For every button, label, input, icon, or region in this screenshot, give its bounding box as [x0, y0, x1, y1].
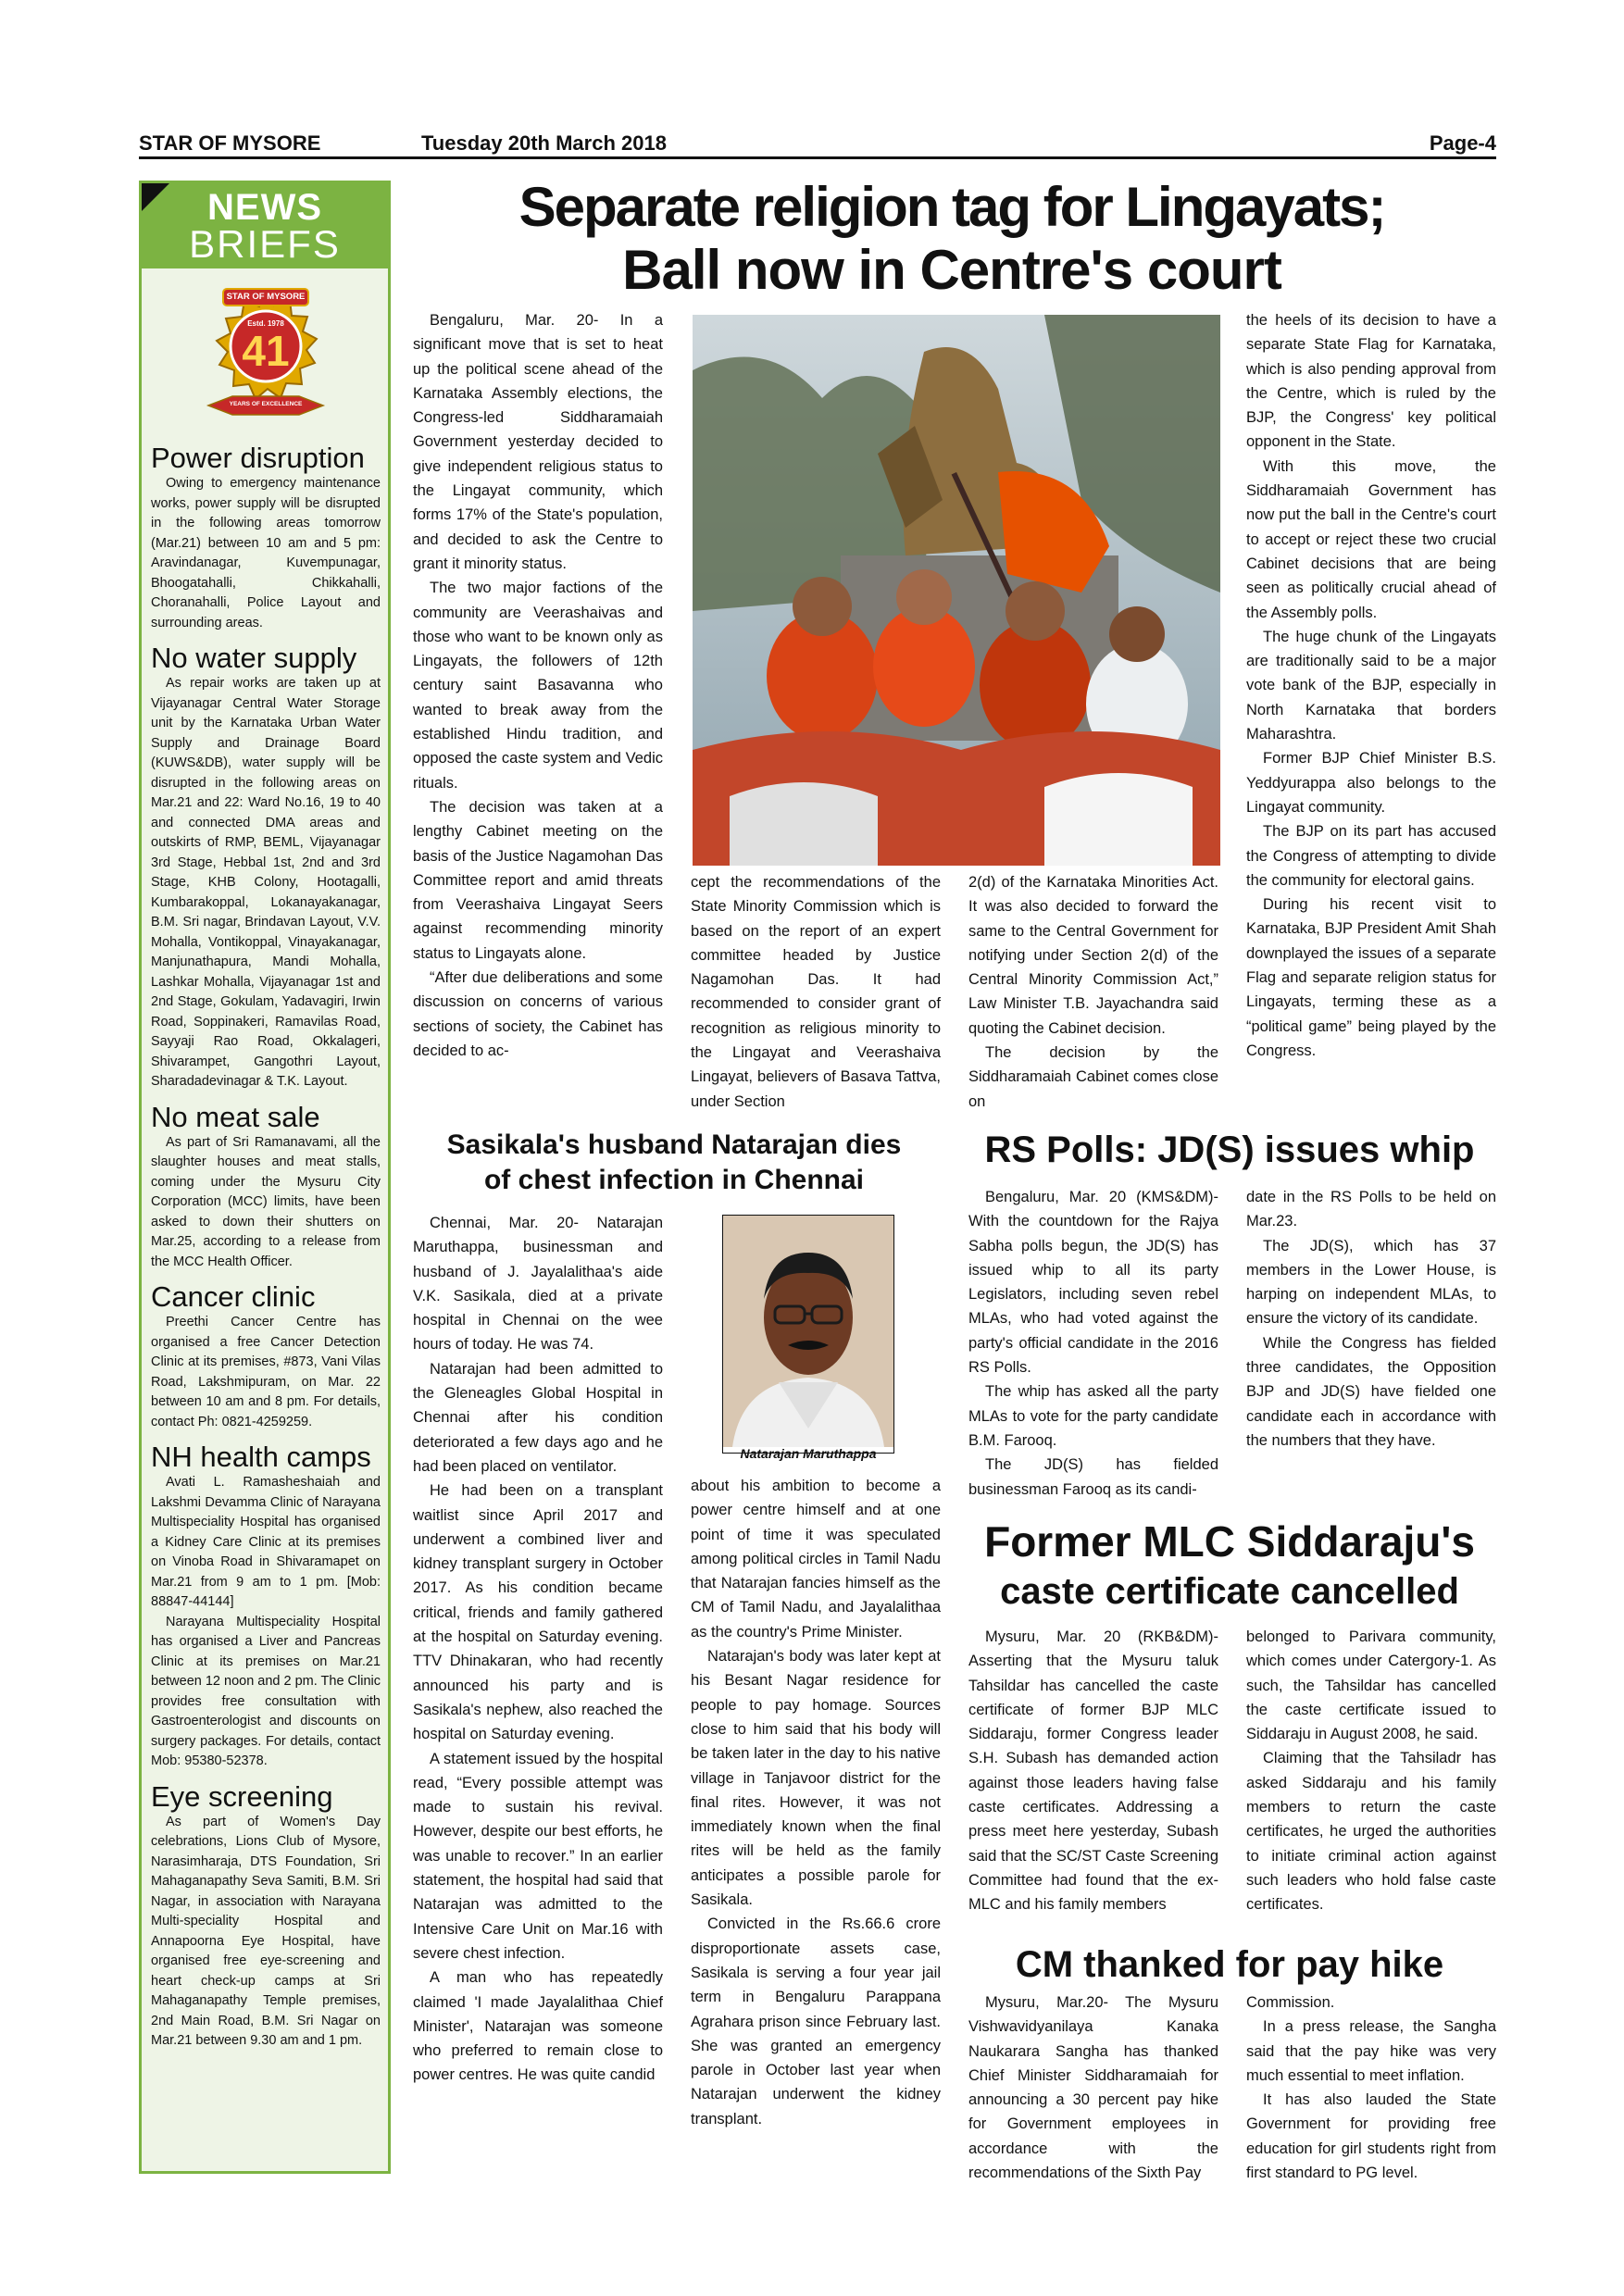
siddaraju-headline [963, 1516, 1496, 1616]
paragraph: Chennai, Mar. 20- Natarajan Maruthappa, businessman and husband of J. Jayalalithaa's aide V.K. Sasikala, died at a private hospital in Chennai on the wee hours of today. He was 74. [413, 1215, 663, 1354]
paragraph: Bengaluru, Mar. 20 (KMS&DM)- With the countdown for the Rajya Sabha polls begun, the JD(S) has issued whip to all its party Legislators, including seven rebel MLAs, who had voted against the party's official candidate in the 2016 RS Polls. [968, 1189, 1218, 1377]
paragraph: In a press release, the Sangha said that the pay hike was very much essential to meet inflation. [1246, 2018, 1496, 2084]
payhike-headline: CM thanked for pay hike [1015, 1944, 1444, 1985]
paragraph: While the Congress has fielded three candidates, the Opposition BJP and JD(S) have fielded one candidate each in accordance with the numbers that they have. [1246, 1334, 1496, 1449]
sasikala-headline-line2: of chest infection in Chennai [483, 1165, 865, 1195]
brief-title: No meat sale [151, 1100, 320, 1133]
main-headline-line2: Ball now in Centre's court [622, 239, 1281, 301]
paragraph: the heels of its decision to have a separate State Flag for Karnataka, which is also pending approval from the Centre, which is ruled by the BJP, the Congress' key political opponent in the State. [1246, 312, 1496, 451]
natarajan-portrait [723, 1216, 893, 1447]
brief-title: Eye screening [151, 1779, 333, 1813]
sasikala-headline-line1: Sasikala's husband Natarajan dies [446, 1129, 902, 1160]
brief-body: Owing to emergency maintenance works, power supply will be disrupted in the following areas tomorrow (Mar.21) between 10 am and 5 pm: Aravindanagar, Kuvempunagar, Bhoogatahalli, Chikkahalli, Choranahalli, Police Layout and surrounding areas. [151, 476, 381, 630]
payhike-col2 [1246, 1990, 1496, 2185]
brief-body: Preethi Cancer Centre has organised a free Cancer Detection Clinic at its premises, #873, Vani Vilas Road, Lakshmipuram, on Mar. 22 between 10 am and 8 pm. For details, contact Ph: 0821-4259259. [151, 1315, 381, 1429]
paragraph: The two major factions of the community are Veerashaivas and those who want to be known only as Lingayats, the followers of 12th century saint Basavanna who wanted to break away from the established Hindu tradition, and opposed the caste system and Vedic rituals. [413, 580, 663, 792]
paragraph: Claiming that the Tahsiladr has asked Siddaraju and his family members to return the caste certificates, he urged the authorities to initiate criminal action against such leaders who hold false caste certificates. [1246, 1750, 1496, 1914]
brief-body: As part of Women's Day celebrations, Lions Club of Mysore, Narasimharaja, DTS Foundation, Sri Mahaganapathy Seva Samiti, B.M. Sri Nagar, in association with Narayana Multi-speciality Hospital and Annapoorna Eye Hospital, have organised free eye-screening and heart check-up camps at Sri Mahaganapathy Temple premises, 2nd Main Road, B.M. Sri Nagar on Mar.21 between 9.30 am and 1 pm. [151, 1814, 381, 2048]
paragraph: He had been on a transplant waitlist since April 2017 and underwent a combined liver and kidney transplant surgery in October 2017. As his condition became critical, friends and family gathered at the hospital on Saturday evening. TTV Dhinakaran, who had recently announced his party and is Sasikala's nephew, also reached the hospital on Saturday evening. [413, 1482, 663, 1743]
natarajan-caption: Natarajan Maruthappa [740, 1446, 877, 1461]
logo-number: 41 [242, 327, 290, 375]
main-headline [407, 176, 1496, 302]
news-label: NEWS [207, 187, 322, 228]
paragraph: The JD(S), which has 37 members in the Lower House, is harping on independent MLAs, to ensure the victory of its candidate. [1246, 1237, 1496, 1328]
paragraph: Commission. [1246, 1994, 1335, 2011]
page-number: Page-4 [1429, 131, 1496, 155]
paragraph: Mysuru, Mar.20- The Mysuru Vishwavidyanilaya Kanaka Naukarara Sangha has thanked Chief Minister Siddharamaiah for announcing a 30 percent pay hike for Government employees in accordance with the recommendations of the Sixth Pay [968, 1994, 1218, 2182]
logo-estd: Estd. 1978 [247, 319, 284, 328]
main-story-photo [693, 315, 1220, 866]
sasikala-headline [407, 1128, 941, 1198]
brief-title: No water supply [151, 642, 357, 674]
news-briefs-header [142, 183, 388, 268]
siddaraju-col1 [968, 1625, 1218, 1917]
brief-no-water-supply [142, 643, 388, 1092]
paragraph: Former BJP Chief Minister B.S. Yeddyurappa also belongs to the Lingayat community. [1246, 750, 1496, 816]
paragraph: Convicted in the Rs.66.6 crore disproportionate assets case, Sasikala is serving a four year jail term in Bengaluru Parappana Agrahara prison since February last. She was granted an emergency parole in October last year when Natarajan underwent the kidney transplant. [691, 1915, 941, 2128]
main-story-col2 [691, 870, 941, 1114]
rspolls-headline: RS Polls: JD(S) issues whip [984, 1129, 1475, 1170]
rspolls-col1 [968, 1185, 1218, 1502]
brief-cancer-clinic [142, 1281, 388, 1432]
paper-name: STAR OF MYSORE [139, 131, 321, 155]
issue-date: Tuesday 20th March 2018 [421, 131, 667, 155]
paragraph: The decision was taken at a lengthy Cabinet meeting on the basis of the Justice Nagamohan Das Committee report and amid threats from Veerashaiva Lingayat Seers against recommending minority status to Lingayats alone. [413, 798, 663, 962]
logo-top-text: STAR OF MYSORE [226, 292, 306, 302]
paragraph: date in the RS Polls to be held on Mar.23. [1246, 1189, 1496, 1230]
anniversary-logo [195, 285, 334, 433]
main-story-col4 [1246, 308, 1496, 1063]
paragraph: about his ambition to become a power centre himself and at one point of time it was speculated among political circles in Tamil Nadu that Natarajan fancies himself as the CM of Tamil Nadu, and Jayalalithaa as the country's Prime Minister. [691, 1478, 941, 1641]
brief-title: NH health camps [151, 1441, 371, 1473]
news-briefs-sidebar [139, 181, 391, 2174]
lingayat-celebration-photo [693, 315, 1220, 866]
brief-body: As part of Sri Ramanavami, all the slaughter houses and meat stalls, coming under the Mysuru City Corporation (MCC) limits, have been asked to down their shutters on Mar.25, according to a release from the MCC Health Officer. [151, 1134, 381, 1269]
brief-power-disruption [142, 443, 388, 633]
paragraph: The whip has asked all the party MLAs to vote for the party candidate B.M. Farooq. [968, 1383, 1218, 1449]
brief-title: Power disruption [151, 442, 365, 474]
natarajan-photo [722, 1215, 894, 1454]
paragraph: Natarajan's body was later kept at his Besant Nagar residence for people to pay homage. Sources close to him said that his body will be taken later in the day to his native village in Tanjavoor district for the final rites. However, it was not immediately known when the final rites will be held as the family anticipates a possible parole for Sasikala. [691, 1648, 941, 1909]
paragraph: Mysuru, Mar. 20 (RKB&DM)- Asserting that the Mysuru taluk Tahsildar has cancelled the caste certificate of former BJP MLC Siddaraju, former Congress leader S.H. Subash has demanded action against those leaders having false caste certificates. Addressing a press meet here yesterday, Subash said that the SC/ST Caste Screening Committee had found that the ex-MLC and his family members [968, 1628, 1218, 1914]
siddaraju-headline-line1: Former MLC Siddaraju's [984, 1517, 1475, 1566]
paragraph: Natarajan had been admitted to the Gleneagles Global Hospital in Chennai after his condition deteriorated a few days ago and he had been placed on ventilator. [413, 1360, 663, 1475]
paragraph: cept the recommendations of the State Minority Commission which is based on the report of an expert committee headed by Justice Nagamohan Das. It had recommended to consider grant of recognition as religious minority to the Lingayat and Veerashaiva Lingayat, believers of Basava Tattva, under Section [691, 874, 941, 1110]
paragraph: A man who has repeatedly claimed 'I made Jayalalithaa Chief Minister', Natarajan was someone who preferred to remain close to power centres. He was quite candid [413, 1969, 663, 2084]
masthead [139, 128, 1496, 159]
brief-body-2: Narayana Multispeciality Hospital has organised a Liver and Pancreas Clinic at its premises on Mar.21 between 12 noon and 2 pm. The Clinic provides free consultation with Gastroenterologist and discounts on surgery packages. For details, contact Mob: 95380-52378. [151, 1614, 381, 1768]
sasikala-col2 [691, 1474, 941, 2131]
paragraph: The JD(S) has fielded businessman Farooq as its candi- [968, 1456, 1218, 1498]
rspolls-col2 [1246, 1185, 1496, 1453]
brief-no-meat-sale [142, 1102, 388, 1273]
brief-title: Cancer clinic [151, 1280, 316, 1313]
logo-ribbon: YEARS OF EXCELLENCE [229, 401, 303, 407]
main-story-col3 [968, 870, 1218, 1114]
brief-body: Avati L. Ramasheshaiah and Lakshmi Devamma Clinic of Narayana Multispeciality Hospital has organised a Kidney Care Clinic at its premises on Vinoba Road in Shivaramapet on Mar.21 from 9 am to 1 pm. [Mob: 88847-44144] [151, 1475, 381, 1609]
paragraph: 2(d) of the Karnataka Minorities Act. It was also decided to forward the same to the Central Government for notifying under Section 2(d) of the Central Minority Commission Act,” Law Minister T.B. Jayachandra said quoting the Cabinet decision. [968, 874, 1218, 1037]
brief-eye-screening [142, 1781, 388, 2052]
paragraph: During his recent visit to Karnataka, BJP President Amit Shah downplayed the issues of a separate Flag and separate religion status for Lingayats, terming these as a “political game” being played by the Congress. [1246, 896, 1496, 1059]
siddaraju-headline-line2: caste certificate cancelled [1000, 1571, 1459, 1612]
paragraph: The huge chunk of the Lingayats are traditionally said to be a major vote bank of the BJP, especially in North Karnataka that borders Maharashtra. [1246, 628, 1496, 743]
brief-nh-health-camps [142, 1441, 388, 1772]
paragraph: With this move, the Siddharamaiah Government has now put the ball in the Centre's court to accept or reject these two crucial Cabinet decisions that are being seen as politically crucial ahead of the Assembly polls. [1246, 457, 1496, 621]
payhike-col1 [968, 1990, 1218, 2185]
paragraph: The BJP on its part has accused the Congress of attempting to divide the community for electoral gains. [1246, 823, 1496, 889]
briefs-label: BRIEFS [189, 222, 341, 266]
sasikala-col1 [413, 1211, 663, 2088]
main-story-col1 [413, 308, 663, 1063]
paragraph: It has also lauded the State Government for providing free education for girl students right from first standard to PG level. [1246, 2091, 1496, 2182]
paragraph: “After due deliberations and some discussion on concerns of various sections of society, the Cabinet has decided to ac- [413, 969, 663, 1059]
paragraph: The decision by the Siddharamaiah Cabinet comes close on [968, 1044, 1218, 1110]
paragraph: A statement issued by the hospital read, “Every possible attempt was made to sustain his revival. However, despite our best efforts, he was unable to recover.” In an earlier statement, the hospital had said that Natarajan was admitted to the Intensive Care Unit on Mar.16 with severe chest infection. [413, 1750, 663, 1962]
siddaraju-col2 [1246, 1625, 1496, 1917]
brief-body: As repair works are taken up at Vijayanagar Central Water Storage unit by the Karnataka Urban Water Supply and Drainage Board (KUWS&DB), water supply will be disrupted in the following areas on Mar.21 and 22: Ward No.16, 19 to 40 and connected DMA areas and outskirts of RMP, BEML, Vijayanagar 3rd Stage, Hebbal 1st, 2nd and 3rd Stage, KHB Colony, Hootagalli, Kumbarakoppal, Lokanayakanagar, B.M. Sri nagar, Brindavan Layout, V.V. Mohalla, Vontikoppal, Vinayakanagar, Manjunathapura, Mandi Mohalla, Lashkar Mohalla, Vijayanagar 1st and 2nd Stage, Gokulam, Yadavagiri, Irwin Road, Soppinakeri, Ramavilas Road, Sayyaji Rao Road, Okkalageri, Shivarampet, Gangothri Layout, Sharadadevinagar & T.K. Layout. [151, 676, 381, 1089]
paragraph: Bengaluru, Mar. 20- In a significant move that is set to heat up the political scene ahead of the Karnataka Assembly elections, the Congress-led Siddharamaiah Government yesterday decided to give independent religious status to the Lingayat community, which forms 17% of the State's population, and decided to ask the Centre to grant it minority status. [413, 312, 663, 572]
paragraph: belonged to Parivara community, which comes under Catergory-1. As such, the Tahsildar has cancelled the caste certificate issued to Siddaraju in August 2008, he said. [1246, 1628, 1496, 1743]
main-headline-line1: Separate religion tag for Lingayats; [518, 176, 1385, 238]
